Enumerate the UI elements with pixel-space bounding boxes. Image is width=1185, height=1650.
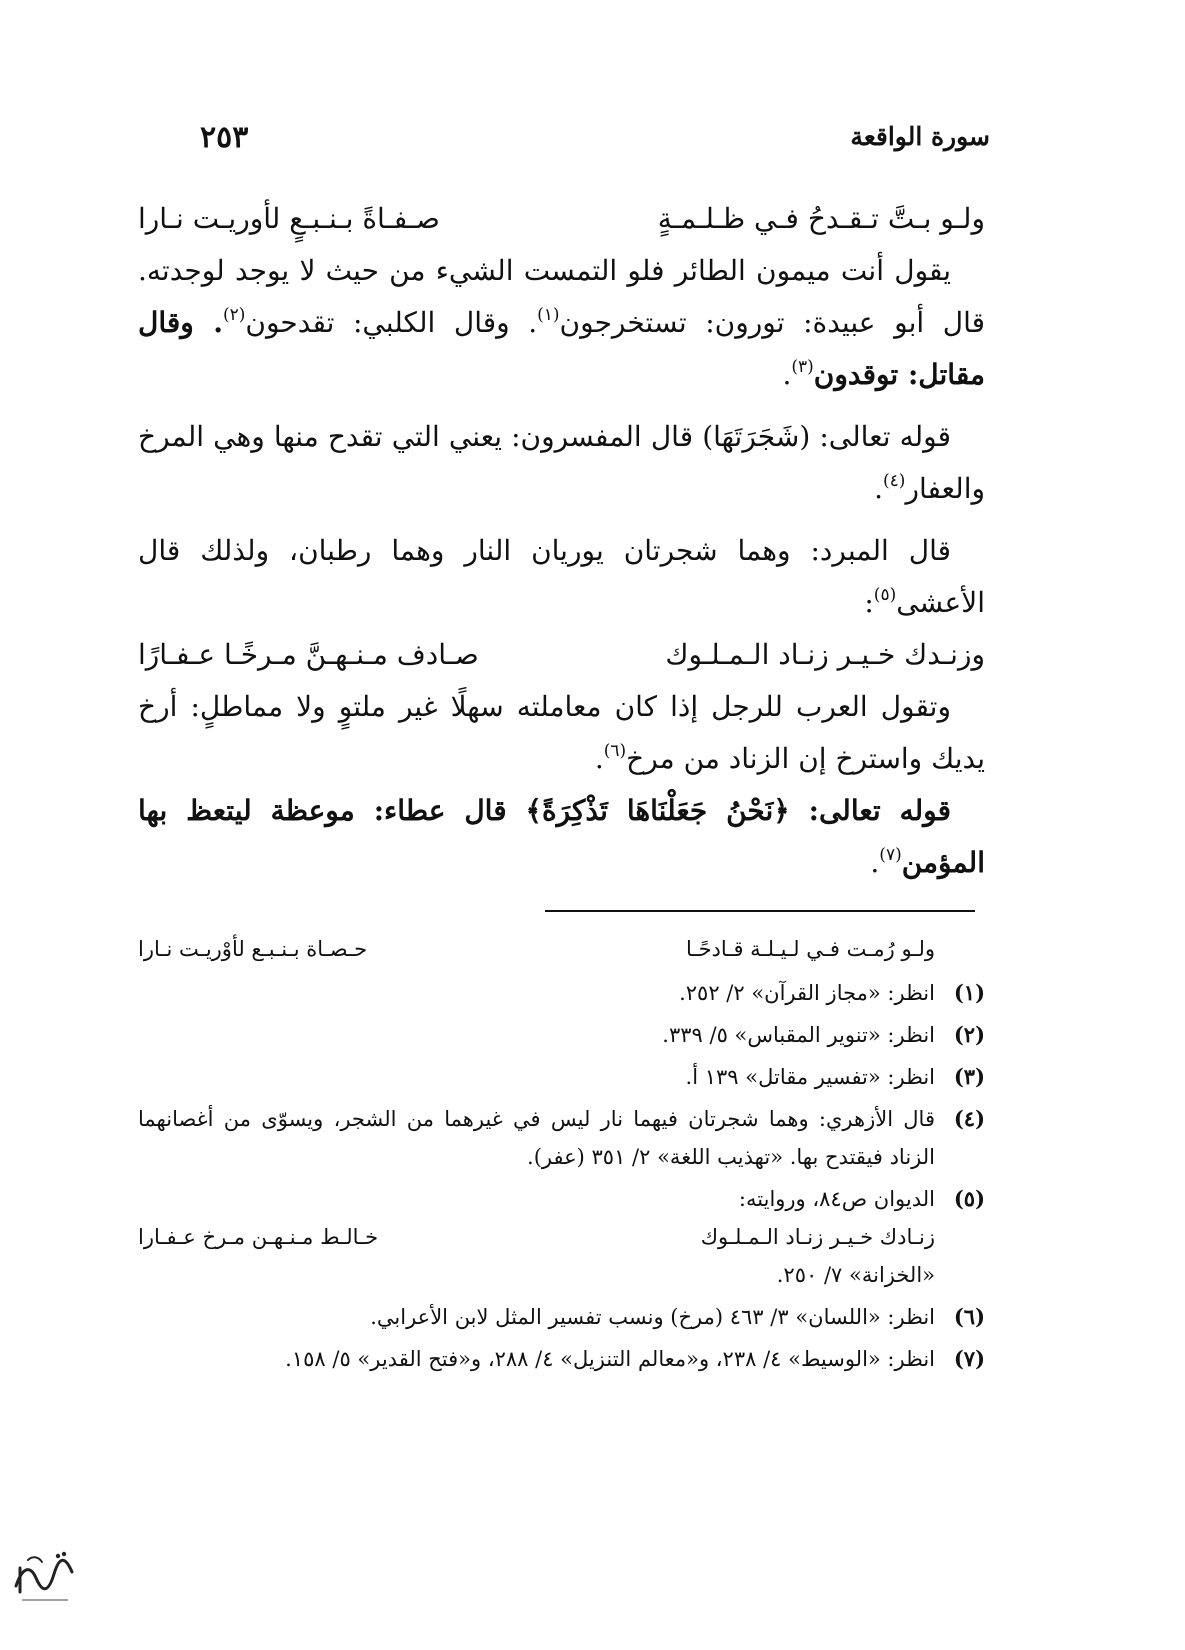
paragraph [138, 245, 985, 401]
main-text [138, 193, 985, 889]
paragraph-text: قال المبرد: وهما شجرتان يوريان النار وهما رطبان، ولذلك قال الأعشى [138, 534, 985, 619]
footnote-text: قال الأزهري: وهما شجرتان فيهما نار ليس في غيرهما من الشجر، ويسوّى من أغصانهما الزناد فيقتدح بها. «تهذيب اللغة» ٢/ ٣٥١ (عفر). [138, 1107, 935, 1169]
paragraph [138, 411, 985, 515]
footnote-ref[interactable]: (١) [537, 305, 560, 325]
footnote-ref[interactable]: (٦) [603, 741, 627, 761]
footnote-text: انظر: «تنوير المقباس» ٥/ ٣٣٩. [662, 1023, 935, 1047]
paragraph-text: : [864, 586, 874, 619]
footnote-number: (٧) [953, 1346, 985, 1371]
footnote-ref[interactable]: (٣) [791, 357, 814, 377]
paragraph [138, 785, 985, 889]
verse-first-hemistich: ولـو بـتَّ تـقـدحُ فـي ظـلـمـةٍ [657, 202, 985, 235]
footnote-verse [138, 1218, 935, 1256]
poem-verse [138, 193, 985, 245]
paragraph-text: . [874, 472, 884, 505]
poem-verse [138, 629, 985, 681]
paragraph-text: . [594, 742, 604, 775]
footnote-ref[interactable]: (٧) [879, 845, 902, 865]
footnotes [138, 930, 985, 1382]
footnote-ref[interactable]: (٢) [222, 305, 246, 325]
footnote-item [138, 1016, 985, 1054]
footnote-text: انظر: «مجاز القرآن» ٢/ ٢٥٢. [679, 981, 935, 1005]
paragraph-text: قوله تعالى: ﴿نَحْنُ جَعَلْنَاهَا تَذْكِرَةً﴾ قال عطاء: موعظة ليتعظ بها المؤمن [138, 794, 985, 879]
verse-first-hemistich: ولـو رُمـت فـي لـيـلـة قـادحًـا [686, 937, 935, 961]
calligraphy-stamp-logo [8, 1538, 80, 1610]
page-number: ٢٥٣ [200, 120, 249, 155]
paragraph-text: قوله تعالى: (شَجَرَتَهَا) قال المفسرون: يعني التي تقدح منها وهي المرخ والعفار [138, 420, 985, 505]
verse-second-hemistich: خـالـط مـنـهـن مـرخ عـفـارا [138, 1225, 379, 1249]
footnote-text: انظر: «اللسان» ٣/ ٤٦٣ (مرخ) ونسب تفسير المثل لابن الأعرابي. [370, 1305, 935, 1329]
verse-second-hemistich: حـصـاة بـنـبـع لأوْريـت نـارا [138, 937, 368, 961]
footnote-source: «الخزانة» ٧/ ٢٥٠. [776, 1263, 935, 1287]
footnote-ref[interactable]: (٥) [873, 585, 897, 605]
footnote-number: (١) [953, 980, 985, 1005]
paragraph [138, 681, 985, 785]
footnote-ref[interactable]: (٤) [883, 471, 906, 491]
footnote-item [138, 1180, 985, 1294]
footnote-item [138, 974, 985, 1012]
footnote-divider [545, 910, 975, 912]
footnote-number: (٦) [953, 1304, 985, 1329]
footnote-text: الديوان ص٨٤، وروايته: [738, 1187, 935, 1211]
footnote-item [138, 1340, 985, 1378]
paragraph-text: . [870, 846, 880, 879]
verse-first-hemistich: وزنـدك خـيـر زنـاد الـمـلـوك [665, 638, 985, 671]
paragraph-text: . وقال مقاتل: توقدون [138, 306, 985, 391]
footnote-number: (٣) [953, 1064, 985, 1089]
footnote-item [138, 1058, 985, 1096]
footnote-item [138, 1100, 985, 1176]
paragraph [138, 525, 985, 629]
verse-second-hemistich: صـفـاةً بـنـبـعٍ لأوريـت نـارا [138, 202, 440, 235]
paragraph-text: . [782, 358, 792, 391]
surah-title: سورة الواقعة [850, 122, 990, 151]
paragraph-text: وتقول العرب للرجل إذا كان معاملته سهلًا غير ملتوٍ ولا مماطلٍ: أرخ يديك واسترخ إن الزناد من مرخ [138, 690, 985, 775]
footnote-text: انظر: «الوسيط» ٤/ ٢٣٨، و«معالم التنزيل» ٤/ ٢٨٨، و«فتح القدير» ٥/ ١٥٨. [285, 1347, 935, 1371]
page-header [200, 122, 990, 162]
paragraph-text: يقول أنت ميمون الطائر فلو التمست الشيء من حيث لا يوجد لوجدته. قال أبو عبيدة: تورون: تستخرجون [138, 254, 986, 339]
footnote-item [138, 1298, 985, 1336]
footnote-number: (٤) [953, 1106, 985, 1131]
footnote-number: (٢) [953, 1022, 985, 1047]
footnote-text: انظر: «تفسير مقاتل» ١٣٩ أ. [685, 1065, 935, 1089]
paragraph-text: . وقال الكلبي: تقدحون [245, 306, 538, 339]
footnote-verse [138, 930, 985, 968]
verse-first-hemistich: زنـادك خـيـر زنـاد الـمـلـوك [700, 1225, 935, 1249]
verse-second-hemistich: صـادف مـنـهـنَّ مـرخًـا عـفـارًا [138, 638, 479, 671]
footnote-number: (٥) [953, 1186, 985, 1211]
